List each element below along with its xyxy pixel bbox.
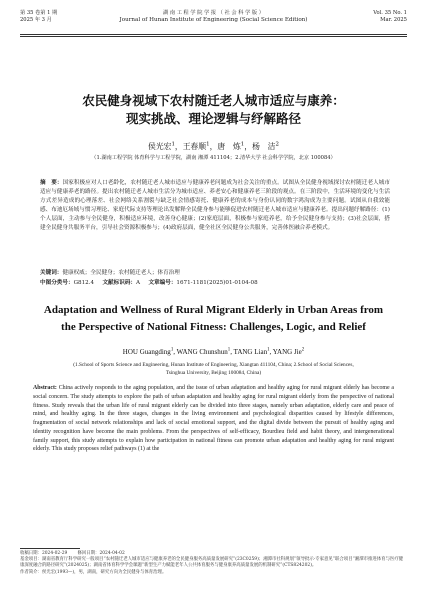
keywords-cn bbox=[40, 269, 390, 277]
author-cn-3: 唐 炼 bbox=[217, 142, 241, 151]
author-en-4: YANG Jie bbox=[272, 348, 302, 356]
author-list-cn bbox=[20, 141, 407, 152]
author-cn-2-aff: 1 bbox=[206, 141, 210, 148]
received-date: 2024-02-29 bbox=[41, 551, 68, 556]
header-rule-thin bbox=[20, 36, 407, 37]
article-title-en bbox=[20, 302, 407, 335]
date-en: Mar. 2025 bbox=[380, 17, 407, 23]
author-sep: , bbox=[269, 348, 273, 356]
volume-issue-en: Vol. 35 No. 1 bbox=[373, 10, 407, 16]
author-en-3: TANG Lian bbox=[233, 348, 268, 356]
author-cn-1: 侯光宏 bbox=[148, 142, 172, 151]
article-no-value: 1671-1181(2025)01-0104-08 bbox=[176, 280, 258, 286]
journal-name bbox=[80, 10, 347, 24]
journal-name-cn: 湖 南 工 程 学 院 学 报 （ 社 会 科 学 版 ） bbox=[163, 10, 264, 16]
footnote-funding bbox=[20, 557, 407, 569]
funding-label: 基金项目： bbox=[20, 557, 42, 563]
doc-code-value: A bbox=[136, 280, 141, 286]
revised-date: 2024-04-02 bbox=[99, 551, 125, 556]
author-en-3-aff: 1 bbox=[267, 347, 270, 353]
author-cn-4: 杨 洁 bbox=[252, 142, 276, 151]
keywords-cn-label: 关键词： bbox=[40, 270, 63, 276]
author-en-4-aff: 2 bbox=[301, 347, 305, 353]
author-bio-label: 作者简介： bbox=[20, 569, 42, 575]
author-sep: , bbox=[230, 348, 234, 356]
article-no-label: 文章编号： bbox=[148, 280, 177, 286]
volume-issue-cn: 第 35 卷第 1 期 bbox=[20, 10, 58, 16]
author-sep: , bbox=[173, 348, 177, 356]
author-cn-1-aff: 1 bbox=[171, 141, 175, 148]
author-list-en bbox=[20, 348, 407, 356]
author-cn-4-aff: 2 bbox=[275, 141, 279, 148]
affiliation-en bbox=[20, 362, 407, 377]
author-cn-2: 王春顺 bbox=[182, 142, 207, 151]
affiliation-en-line1: (1.School of Sports Science and Engineering, Hunan Institute of Engineering, Xiangtan 411104, China; 2.School of Social Sciences, bbox=[73, 362, 354, 368]
author-sep: ， bbox=[244, 142, 253, 151]
article-title-cn bbox=[20, 92, 407, 128]
abstract-cn bbox=[40, 179, 390, 232]
affiliation-cn: （1.湖南工程学院 体育科学与工程学院，湖南 湘潭 411104；2.清华大学 社会科学学院，北京 100084） bbox=[91, 155, 336, 161]
title-en-line2: the Perspective of National Fitness: Challenges, Logic, and Relief bbox=[61, 320, 366, 333]
funding-text: 湖南省教育厅科学研究一般项目“农村随迁老人城市适应与健康养老的全民健身服务高质量发展研究”(23C0259)；湘潭市社科规划“领导批示-专家意见”联合项目“湘潭市推进体育与医疗健康深度融合的路径研究”(2024025)；湖南省体育科学学会课题“新型生产力赋能老年人公共体育服务与健身康养高质量发展的机制研究”(CTS824202)。 bbox=[20, 557, 404, 569]
clc-label: 中图分类号： bbox=[40, 280, 74, 286]
keywords-cn-text: 健康权威；全民健身；农村随迁老人；体育治理 bbox=[62, 270, 180, 276]
author-bio-text: 侯光宏(1993—)，男，湖南，研究方向为全民健身与体育治理。 bbox=[41, 569, 167, 575]
author-sep: ， bbox=[174, 142, 183, 151]
author-en-2: WANG Chunshun bbox=[176, 348, 228, 356]
footnote-author bbox=[20, 570, 407, 576]
journal-name-en: Journal of Hunan Institute of Engineering (Social Science Edition) bbox=[119, 17, 308, 23]
clc-value: G812.4 bbox=[73, 280, 95, 286]
author-en-2-aff: 1 bbox=[227, 347, 231, 353]
abstract-en-text: China actively responds to the aging population, and the issue of urban adaptation and healthy aging for rural migrant elderly has become a social concern. The study attempts to explore the path of urban adaptation and healthy aging for rural migrant elderly from the perspective of national fitness. Study reveals that the urban life of rural migrant elderly can be divided into three stages, namely urban adaptation, elderly care and peace of mind, and healthy aging. In the three stages, changes in the living environment and psychological disparities caused by lifestyle differences, fragmentation of social network relationships and lack of social emotional support, and the digital divide between the pursuit of healthy aging and identity recognition have become the main problems. From the perspectives of self-efficacy, Bourdieu field and habit theory, and intergenerational family support, this study attempts to explain how participation in national fitness can promote urban adaptation and healthy aging for rural migrant elderly. This study proposes relief pathways (1) at the bbox=[33, 385, 394, 453]
title-en-line1: Adaptation and Wellness of Rural Migrant Elderly in Urban Areas from bbox=[43, 304, 384, 316]
author-en-1: HOU Guangding bbox=[122, 348, 171, 356]
footnote-rule bbox=[20, 548, 80, 549]
abstract-cn-label: 摘 要： bbox=[40, 180, 63, 186]
classification-cn bbox=[40, 279, 390, 287]
author-en-1-aff: 1 bbox=[170, 347, 174, 353]
affiliation-en-line2: Tsinghua University, Beijing 100084, China) bbox=[165, 369, 262, 376]
doc-code-label: 文献标识码： bbox=[102, 280, 137, 286]
received-label: 收稿日期： bbox=[20, 551, 42, 556]
title-cn-line2: 现实挑战、理论逻辑与纾解路径 bbox=[125, 111, 301, 126]
author-cn-3-aff: 1 bbox=[240, 141, 245, 148]
author-sep: ， bbox=[209, 142, 218, 151]
title-cn-line1: 农民健身视域下农村随迁老人城市适应与康养： bbox=[82, 93, 345, 108]
running-header bbox=[20, 10, 407, 32]
abstract-en bbox=[33, 384, 394, 454]
issue-info-cn bbox=[20, 10, 57, 24]
abstract-cn-text: 国家积极应对人口老龄化，农村随迁老人城市适应与健康养老问题成为社会关注的重点。试图从全民健身视域探讨农村随迁老人城市适应与健康养老的路径。提出农村随迁老人城市生活分为城市适应、养老安心和健康养老三阶段的观点。在三阶段中，生活环境的变化与生活方式差异造成的心理落差、社会网络关系割裂与缺乏社会情感寄托、健康养老的成本与身份认同的数字鸿沟成为主要问题。试图从自我效能感、布迪厄场域与惯习理论、家庭代际支持等理论出发解释全民健身参与能够促进农村随迁老人城市适应与健康养老。提出问题纾解路径：(1)个人层面，主动参与全民健身，积极适应环境，改善身心健康；(2)家庭层面，积极参与家庭养老，给予全民健身参与支持；(3)社会层面，搭建全民健身共服务平台，引导社会资源积极参与；(4)政府层面，健全社区全民健身公共服务，完善体医融合养老模式。 bbox=[40, 180, 390, 231]
date-cn: 2025 年 3 月 bbox=[20, 17, 52, 23]
revised-label: 修回日期： bbox=[77, 551, 100, 556]
issue-info-en bbox=[373, 10, 407, 24]
footnote bbox=[20, 551, 407, 576]
abstract-en-label: Abstract: bbox=[33, 385, 57, 391]
